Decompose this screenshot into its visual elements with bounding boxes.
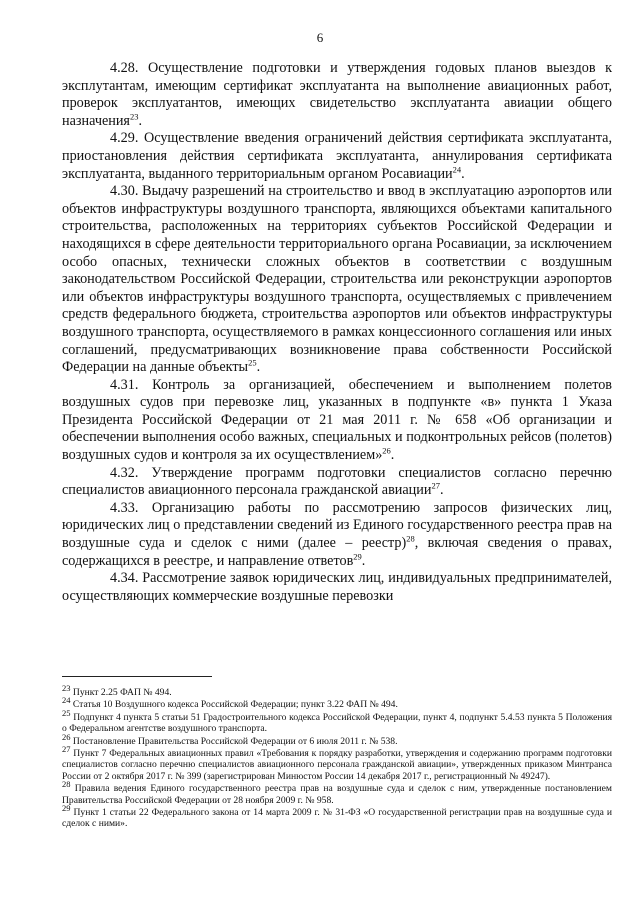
- paragraph-4-28: 4.28. Осуществление подготовки и утверждения годовых планов выездов к эксплутантам, имеющим сертификат эксплуатанта на выполнение авиационных работ, проверок эксплуатантов, имеющих свидетельство эксплуатанта авиации общего назначения$^{23}$.: [62, 60, 612, 129]
- footnote-ref: 28: [406, 533, 415, 544]
- footnote-ref: 29: [353, 550, 362, 561]
- main-text: [62, 60, 612, 605]
- footnote-27: $^{27}$ Пункт 7 Федеральных авиационных правил «Требования к порядку разработки, утверждения и содержанию программ подготовки специалистов согласно перечню специалистов авиационного персонала гражданской авиации», утвержденных приказом Минтранса России от 2 октября 2017 г. № 399 (зарегистрирован Минюстом России 14 декабря 2017 г., регистрационный № 49247).: [62, 743, 612, 782]
- footnote-ref: 26: [382, 445, 391, 456]
- footnote-separator: [62, 676, 212, 677]
- footnote-ref: 25: [248, 357, 257, 368]
- page-number: 6: [316, 30, 324, 45]
- paragraph-4-34: 4.34. Рассмотрение заявок юридических лиц, индивидуальных предпринимателей, осуществляющих коммерческие воздушные перевозки: [62, 570, 612, 604]
- footnote-28: $^{28}$ Правила ведения Единого государственного реестра прав на воздушные суда и сделок с ним, утвержденные постановлением Правительства Российской Федерации от 28 ноября 2009 г. № 958.: [62, 779, 613, 806]
- paragraph-4-31: 4.31. Контроль за организацией, обеспечением и выполнением полетов воздушных судов при перевозке лиц, указанных в подпункте «в» пункта 1 Указа Президента Российской Федерации от 21 мая 2011 г. № 658 «Об организации и обеспечении выполнения особо важных, специальных и подконтрольных рейсов (полетов) воздушных судов и контроля за их осуществлением»$^{26}$.: [62, 376, 612, 464]
- paragraph-4-30: 4.30. Выдачу разрешений на строительство и ввод в эксплуатацию аэропортов или объектов инфраструктуры воздушного транспорта, являющихся объектами капитального строительства, расположенных на территориях субъектов Российской Федерации и находящихся в сфере деятельности территориального органа Росавиации, за исключением особо опасных, технически сложных объектов в соответствии с воздушным законодательством Российской Федерации, строительства или реконструкции аэропортов или объектов инфраструктуры воздушного транспорта, осуществляемых с привлечением средств федерального бюджета, строительства аэропортов или объектов инфраструктуры воздушного транспорта, осуществляемого в рамках концессионного соглашения или иных соглашений, предусматривающих возникновение права собственности Российской Федерации на данные объекты$^{25}$.: [62, 183, 612, 376]
- footnotes: [62, 682, 613, 831]
- footnote-ref: 24: [452, 163, 462, 174]
- paragraph-4-29: 4.29. Осуществление введения ограничений действия сертификата эксплуатанта, приостановления действия сертификата эксплуатанта, аннулирования сертификата эксплуатанта, выданного территориальным органом Росавиации$^{24}$.: [62, 130, 612, 182]
- paragraph-4-33: 4.33. Организацию работы по рассмотрению запросов физических лиц, юридических лиц о представлении сведений из Единого государственного реестра прав на воздушные суда и сделок с ними (далее – реестр)$^{28}$, включая сведения о правах, содержащихся в реестре, и направление ответов$^{29}$.: [62, 499, 612, 569]
- footnote-23: $^{23}$ Пункт 2.25 ФАП № 494.: [62, 682, 172, 698]
- footnote-25: $^{25}$ Подпункт 4 пункта 5 статьи 51 Градостроительного кодекса Российской Федерации, пункт 4, подпункт 5.4.53 пункта 5 Положения о Федеральном агентстве воздушного транспорта.: [62, 707, 613, 735]
- paragraph-4-32: 4.32. Утверждение программ подготовки специалистов согласно перечню специалистов авиационного персонала гражданской авиации$^{27}$.: [62, 464, 612, 499]
- footnote-ref: 23: [129, 111, 139, 122]
- footnote-24: $^{24}$ Статья 10 Воздушного кодекса Российской Федерации; пункт 3.22 ФАП № 494.: [62, 695, 398, 711]
- footnote-26: $^{26}$ Постановление Правительства Российской Федерации от 6 июля 2011 г. № 538.: [62, 731, 398, 747]
- footnote-ref: 27: [431, 480, 440, 491]
- footnote-29: $^{29}$ Пункт 1 статьи 22 Федерального закона от 14 марта 2009 г. № 31-ФЗ «О государственной регистрации прав на воздушные суда и сделок с ними».: [62, 802, 612, 830]
